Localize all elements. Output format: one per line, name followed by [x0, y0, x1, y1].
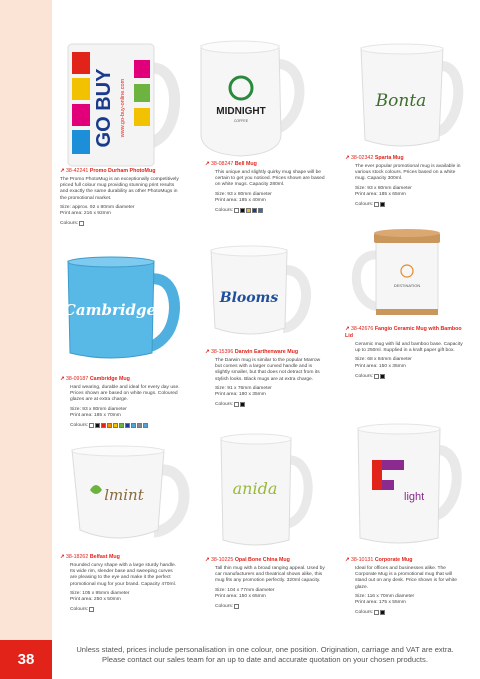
product-bell-mug	[205, 161, 325, 214]
colour-swatch	[234, 604, 239, 609]
svg-text:MIDNIGHT: MIDNIGHT	[216, 106, 266, 117]
svg-text:anida: anida	[232, 479, 278, 498]
colour-swatches: Colours:	[60, 220, 180, 227]
arrow-icon: ↗	[345, 155, 350, 161]
colour-swatch	[246, 208, 251, 213]
footer-line-2: Please contact our sales team for an up to date and accurate quotation on your chosen products.	[102, 655, 428, 664]
side-band	[0, 0, 52, 679]
product-fangio-ceramic-mug	[345, 326, 465, 380]
arrow-icon: ↗	[345, 326, 350, 332]
colour-swatch	[374, 610, 379, 615]
colour-swatch	[258, 208, 263, 213]
product-description: Hard wearing, durable and ideal for every day use. Prices shown are based on white mugs. Coloured glazes are at extra charge.	[70, 385, 180, 403]
arrow-icon: ↗	[205, 349, 210, 355]
product-spec: Size: approx. 92 x 80mm diameter Print area: 216 x 92mm	[60, 204, 135, 217]
colour-swatches: Colours:	[215, 401, 325, 408]
product-description: The Promo PhotoMug is an exceptionally competitively priced full colour mug providing stunning print results and exactly the same durability as other PhotoMugs in the promotional market.	[60, 177, 179, 201]
product-code-line: ↗ 38-15396 Darwin Earthenware Mug	[205, 349, 299, 355]
svg-text:COFFEE: COFFEE	[233, 119, 249, 123]
colour-swatch	[95, 423, 100, 428]
product-code-line: ↗ 38-08247 Bell Mug	[205, 161, 257, 167]
svg-text:lmint: lmint	[104, 486, 144, 504]
colour-swatch	[240, 208, 245, 213]
colour-swatch	[234, 402, 239, 407]
arrow-icon: ↗	[205, 161, 210, 167]
svg-text:Bonta: Bonta	[375, 91, 427, 111]
product-spec: Size: 104 x 77mm diameter Print area: 150 x 65mm	[215, 587, 275, 599]
arrow-icon: ↗	[60, 376, 65, 382]
product-cambridge-mug	[60, 376, 180, 429]
product-promo-durham-photomug	[60, 168, 180, 227]
product-spec: Size: 93 x 80mm diameter Print area: 185 x 70mm	[70, 406, 127, 418]
product-code-line: ↗ 38-42676 Fangio Ceramic Mug with Bamboo Lid	[345, 326, 462, 339]
svg-text:GO BUY: GO BUY	[93, 68, 115, 148]
colour-swatch	[137, 423, 142, 428]
svg-text:DESTINATION: DESTINATION	[393, 283, 421, 288]
svg-text:Blooms: Blooms	[219, 290, 279, 306]
colour-swatches: Colours:	[355, 373, 465, 380]
product-description: Ceramic mug with lid and bamboo base. Capacity up to 250ml. Supplied in a kraft paper gift box.	[355, 342, 463, 354]
arrow-icon: ↗	[60, 554, 65, 560]
product-description: Ideal for offices and businesses alike. The Corporate Mug is a promotional mug that will stand out on any desk. Price shown is for white glaze.	[355, 566, 457, 590]
product-spec: Size: 68 x 84mm diameter Print area: 150 x 35mm	[355, 357, 412, 369]
arrow-icon: ↗	[345, 557, 350, 563]
colour-swatch	[240, 402, 245, 407]
colour-swatches: Colours:	[215, 207, 325, 214]
colour-swatch	[380, 202, 385, 207]
colour-swatch	[234, 208, 239, 213]
svg-text:light: light	[404, 491, 425, 503]
colour-swatches: Colours:	[70, 606, 180, 613]
product-sparta-mug	[345, 155, 465, 208]
product-code-line: ↗ 38-02342 Sparta Mug	[345, 155, 404, 161]
colour-swatch	[89, 423, 94, 428]
colour-swatch	[119, 423, 124, 428]
colour-swatch	[380, 374, 385, 379]
product-belfast-mug	[60, 554, 180, 613]
arrow-icon: ↗	[205, 557, 210, 563]
colour-swatches: Colours:	[215, 603, 325, 610]
sparta-mug-image	[355, 40, 465, 155]
product-description: Rounded curvy shape with a large sturdy handle. Its wide rim, slender base and sweeping curves are pleasing to the eye and make it the perfect promotional mug for your brand. Capacity 470ml.	[70, 563, 177, 587]
footer-line-1: Unless stated, prices include personalisation in one colour, one position. Origination, carriage and VAT are extra.	[76, 645, 454, 654]
colour-swatch	[101, 423, 106, 428]
product-code-line: ↗ 38-09187 Cambridge Mug	[60, 376, 130, 382]
photomug-image	[62, 40, 187, 170]
colour-swatch	[374, 374, 379, 379]
cambridge-mug-image	[62, 253, 187, 368]
product-spec: Size: 116 x 70mm diameter Print area: 175 x 55mm	[355, 593, 415, 606]
product-darwin-earthenware-mug	[205, 349, 325, 408]
svg-text:www.go-buy-online.com: www.go-buy-online.com	[120, 78, 126, 138]
bell-mug-image	[195, 36, 310, 161]
svg-text:Cambridge: Cambridge	[63, 301, 157, 319]
product-description: The ever popular promotional mug is available in various stock colours. Prices based on a white mug. Capacity 300ml.	[355, 164, 461, 182]
product-description: Tall thin mug with a broad ranging appeal. Used by car manufacturers and theatrical shows alike, this mug fits any promotion perfectly. 320ml capacity.	[215, 566, 325, 584]
product-spec: Size: 91 x 76mm diameter Print area: 180 x 35mm	[215, 385, 272, 398]
colour-swatch	[89, 607, 94, 612]
product-code-line: ↗ 38-42241 Promo Durham PhotoMug	[60, 168, 156, 174]
colour-swatch	[252, 208, 257, 213]
product-code-line: ↗ 38-10225 Opal Bone China Mug	[205, 557, 290, 563]
colour-swatch	[79, 221, 84, 226]
product-spec: Size: 93 x 80mm diameter Print area: 185 x 40mm	[215, 191, 272, 203]
product-spec: Size: 93 x 80mm diameter Print area: 185 x 65mm	[355, 185, 412, 197]
colour-swatch	[113, 423, 118, 428]
footer-disclaimer	[60, 645, 470, 665]
colour-swatch	[107, 423, 112, 428]
product-corporate-mug	[345, 557, 465, 616]
colour-swatch	[143, 423, 148, 428]
product-spec: Size: 105 x 95mm diameter Print area: 250 x 50mm	[70, 590, 130, 603]
fangio-mug-image	[348, 225, 463, 320]
product-code-line: ↗ 38-18262 Belfast Mug	[60, 554, 120, 560]
product-opal-bone-china-mug	[205, 557, 325, 610]
darwin-mug-image	[205, 240, 315, 345]
colour-swatch	[125, 423, 130, 428]
arrow-icon: ↗	[60, 168, 65, 174]
product-code-line: ↗ 38-10131 Corporate Mug	[345, 557, 413, 563]
colour-swatch	[131, 423, 136, 428]
product-description: The Darwin mug is similar to the popular Marrow but comes with a larger curved handle and is slightly smaller, but that does not detract from its stylish looks. Black mugs are at extra charge.	[215, 358, 321, 382]
corporate-mug-image	[352, 420, 462, 555]
colour-swatches: Colours:	[70, 422, 180, 429]
colour-swatches: Colours:	[355, 609, 465, 616]
page-number: 38	[0, 640, 52, 679]
colour-swatch	[374, 202, 379, 207]
colour-swatch	[380, 610, 385, 615]
product-description: This unique and slightly quirky mug shape will be certain to get you noticed. Prices shown are based on white mugs. Capacity 280ml.	[215, 170, 325, 188]
opal-mug-image	[215, 430, 315, 555]
belfast-mug-image	[68, 442, 193, 552]
colour-swatches: Colours:	[355, 201, 465, 208]
